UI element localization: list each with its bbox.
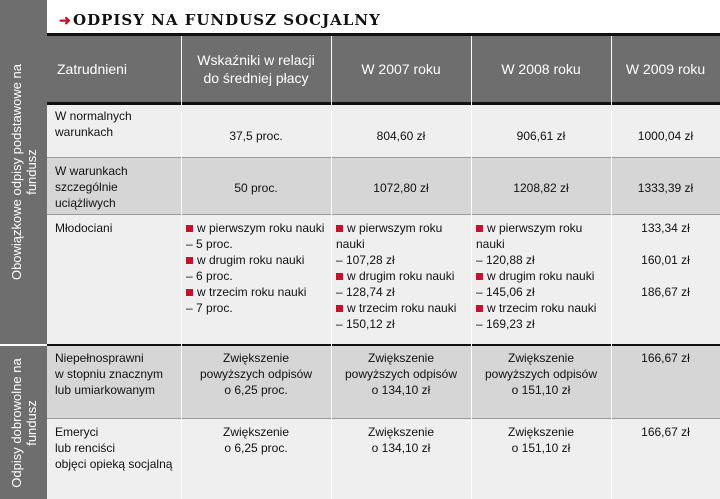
row-young-2008 [476, 220, 611, 332]
row-hard-2007: 1072,80 zł [373, 181, 429, 195]
header-2009-text: W 2009 roku [625, 61, 706, 77]
young-value: – 7 proc. [186, 301, 233, 315]
table-title-bar [47, 6, 720, 36]
label-line: Niepełnosprawni [55, 351, 144, 365]
label-line: szczególnie uciążliwych [55, 180, 118, 210]
header-2007-text: W 2007 roku [361, 61, 441, 77]
row-disabled-2008 [471, 350, 611, 398]
label-line: W warunkach [55, 164, 128, 178]
label-line: warunkach [55, 125, 114, 139]
row-hard-2009: 1333,39 zł [637, 181, 694, 195]
header-zatrudnieni-text: Zatrudnieni [57, 61, 128, 77]
side-group-voluntary-label [9, 353, 39, 493]
row-retirees-wsk [181, 424, 331, 456]
young-value: – 169,23 zł [476, 317, 535, 331]
increase-text: Zwiększenie [507, 351, 575, 365]
bullet-item: w drugim roku nauki [336, 268, 471, 284]
row-divider [47, 418, 720, 419]
young-value: – 5 proc. [186, 237, 233, 251]
label-line: lub renciści [55, 441, 116, 455]
header-zatrudnieni [47, 36, 181, 102]
increase-text: powyższych odpisów [199, 367, 313, 381]
young-value: 133,34 zł [641, 221, 690, 235]
row-retirees-2007 [331, 424, 471, 456]
label-line: objęci opieką socjalną [55, 457, 173, 471]
increase-value: o 134,10 zł [371, 383, 431, 397]
young-value: 186,67 zł [641, 285, 690, 299]
label-line: w stopniu znacznym [55, 367, 164, 381]
increase-value: o 151,10 zł [511, 383, 571, 397]
increase-text: powyższych odpisów [484, 367, 598, 381]
row-divider [47, 214, 720, 215]
side-group-voluntary [0, 346, 47, 499]
increase-text: Zwiększenie [222, 351, 290, 365]
bullet-item: w pierwszym roku nauki [186, 220, 331, 236]
row-normal-label [47, 108, 181, 140]
row-normal-2007: 804,60 zł [376, 129, 426, 143]
header-2007 [331, 36, 471, 102]
increase-text: Zwiększenie [367, 351, 435, 365]
increase-text: powyższych odpisów [344, 367, 458, 381]
row-young-wsk [186, 220, 331, 316]
header-2009 [611, 36, 720, 102]
header-wskazniki-line2: do średniej płacy [203, 70, 309, 86]
increase-text: Zwiększenie [507, 425, 575, 439]
row-retirees-label [47, 424, 181, 472]
row-hard-label [47, 163, 181, 211]
row-disabled-2007 [331, 350, 471, 398]
bullet-item: w pierwszym roku nauki [476, 220, 611, 252]
side-label-text: Odpisy dobrowolne na fundusz [8, 357, 39, 488]
row-disabled-wsk [181, 350, 331, 398]
bullet-item: w drugim roku nauki [476, 268, 611, 284]
bullet-item: w pierwszym roku nauki [336, 220, 471, 252]
row-normal-2009: 1000,04 zł [637, 129, 694, 143]
header-wskazniki [181, 36, 331, 102]
label-line: Emeryci [55, 425, 99, 439]
increase-value: o 151,10 zł [511, 441, 571, 455]
young-value: – 107,28 zł [336, 253, 395, 267]
young-value: – 145,06 zł [476, 285, 535, 299]
row-normal-wsk: 37,5 proc. [229, 129, 283, 143]
increase-value: o 6,25 proc. [224, 441, 288, 455]
side-label-text: Obowiązkowe odpisy podstawowe na fundusz [8, 63, 39, 281]
young-value: – 6 proc. [186, 269, 233, 283]
row-young-label: Młodociani [55, 221, 113, 235]
row-disabled-label [47, 350, 181, 398]
increase-value: o 134,10 zł [371, 441, 431, 455]
row-retirees-2009: 166,67 zł [641, 425, 690, 439]
row-disabled-2009: 166,67 zł [641, 351, 690, 365]
table-title: ODPISY NA FUNDUSZ SOCJALNY [73, 11, 381, 29]
side-group-mandatory-label [9, 57, 39, 287]
bullet-item: w trzecim roku nauki [336, 300, 471, 316]
row-divider [47, 157, 720, 158]
group-divider [47, 344, 720, 346]
young-value: – 128,74 zł [336, 285, 395, 299]
header-2008-text: W 2008 roku [501, 61, 581, 77]
label-line: W normalnych [55, 109, 132, 123]
increase-value: o 6,25 proc. [224, 383, 288, 397]
bullet-item: w trzecim roku nauki [476, 300, 611, 316]
row-hard-2008: 1208,82 zł [513, 181, 569, 195]
bullet-item: w trzecim roku nauki [186, 284, 331, 300]
side-group-mandatory [0, 0, 47, 344]
title-arrow-icon: ➜ [59, 12, 71, 28]
row-retirees-2008 [471, 424, 611, 456]
bullet-item: w drugim roku nauki [186, 252, 331, 268]
increase-text: Zwiększenie [367, 425, 435, 439]
row-young-2009 [611, 220, 720, 300]
row-hard-wsk: 50 proc. [234, 181, 278, 195]
row-young-2007 [336, 220, 471, 332]
row-normal-2008: 906,61 zł [516, 129, 566, 143]
increase-text: Zwiększenie [222, 425, 290, 439]
header-2008 [471, 36, 611, 102]
header-wskazniki-line1: Wskaźniki w relacji [197, 52, 315, 68]
young-value: 160,01 zł [641, 253, 690, 267]
young-value: – 150,12 zł [336, 317, 395, 331]
label-line: lub umiarkowanym [55, 383, 156, 397]
young-value: – 120,88 zł [476, 253, 535, 267]
